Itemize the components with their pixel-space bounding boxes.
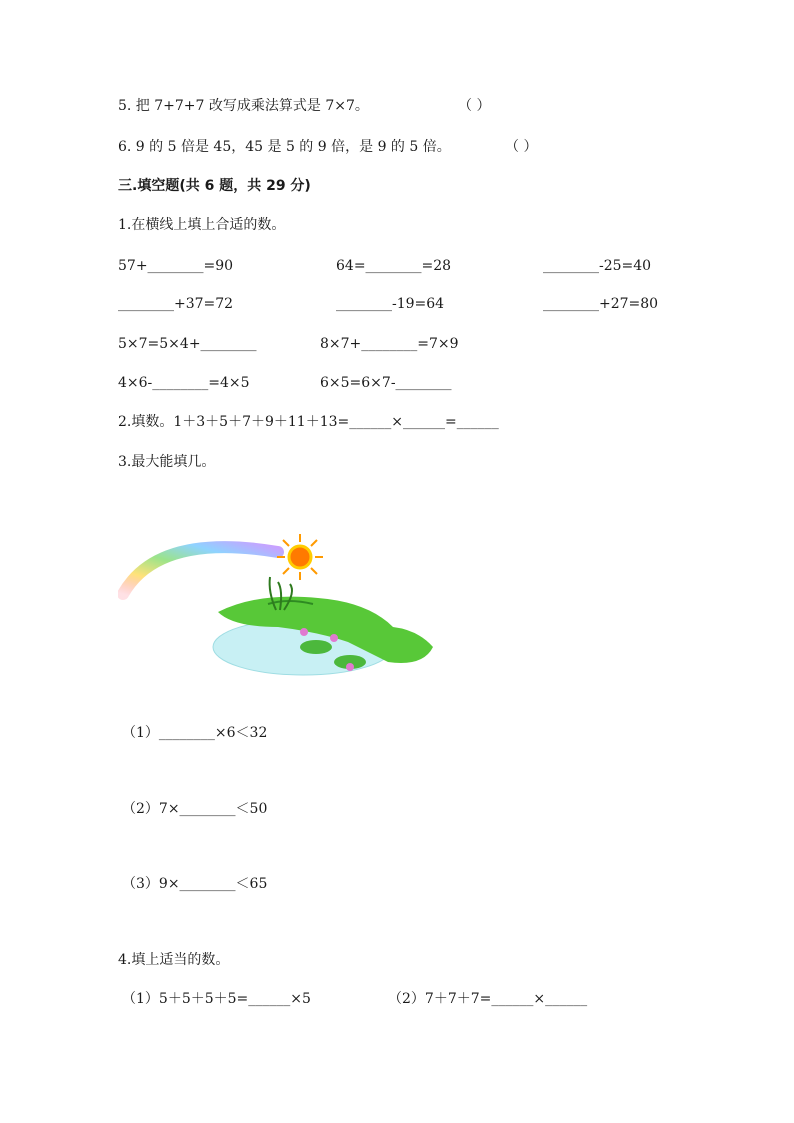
lotus-flower [346,663,354,671]
q4-item-1[interactable]: （1）5＋5＋5＋5=______×5 [122,991,311,1007]
q1-blank-r1c3[interactable]: ________-25=40 [543,258,652,274]
sun-icon [277,534,323,580]
question-6-text: 6. 9 的 5 倍是 45，45 是 5 的 9 倍，是 9 的 5 倍。 [118,139,451,155]
lotus-flower [300,628,308,636]
q3-item-3[interactable]: （3）9×________＜65 [122,876,268,892]
q3-title: 3.最大能填几。 [118,454,216,470]
q1-blank-r2c2[interactable]: ________-19=64 [336,296,445,312]
rainbow-arc [123,547,278,594]
q1-blank-r3c2[interactable]: 8×7+________=7×9 [320,336,459,352]
section-title: 三.填空题(共 6 题，共 29 分) [118,178,311,194]
q1-blank-r2c1[interactable]: ________+37=72 [118,296,234,312]
q1-blank-r3c1[interactable]: 5×7=5×4+________ [118,336,257,352]
lily-pad [300,640,332,654]
question-6-answer-parens[interactable]: （ ） [505,139,538,155]
q1-blank-r4c1[interactable]: 4×6-________=4×5 [118,375,250,391]
pond-illustration [118,532,438,682]
q4-item-2[interactable]: （2）7＋7＋7=______×______ [388,991,588,1007]
q1-blank-r2c3[interactable]: ________+27=80 [543,296,659,312]
q2-text[interactable]: 2.填数。1＋3＋5＋7＋9＋11＋13=______×______=______ [118,414,499,430]
q1-blank-r1c2[interactable]: 64=________=28 [336,258,452,274]
q3-item-1[interactable]: （1）________×6＜32 [122,725,268,741]
question-5-answer-parens[interactable]: （ ） [458,98,491,114]
question-5-text: 5. 把 7+7+7 改写成乘法算式是 7×7。 [118,98,369,114]
q1-title: 1.在横线上填上合适的数。 [118,217,286,233]
q4-title: 4.填上适当的数。 [118,952,230,968]
q1-blank-r4c2[interactable]: 6×5=6×7-________ [320,375,452,391]
q3-item-2[interactable]: （2）7×________＜50 [122,801,268,817]
lotus-flower [330,634,338,642]
q1-blank-r1c1[interactable]: 57+________=90 [118,258,234,274]
